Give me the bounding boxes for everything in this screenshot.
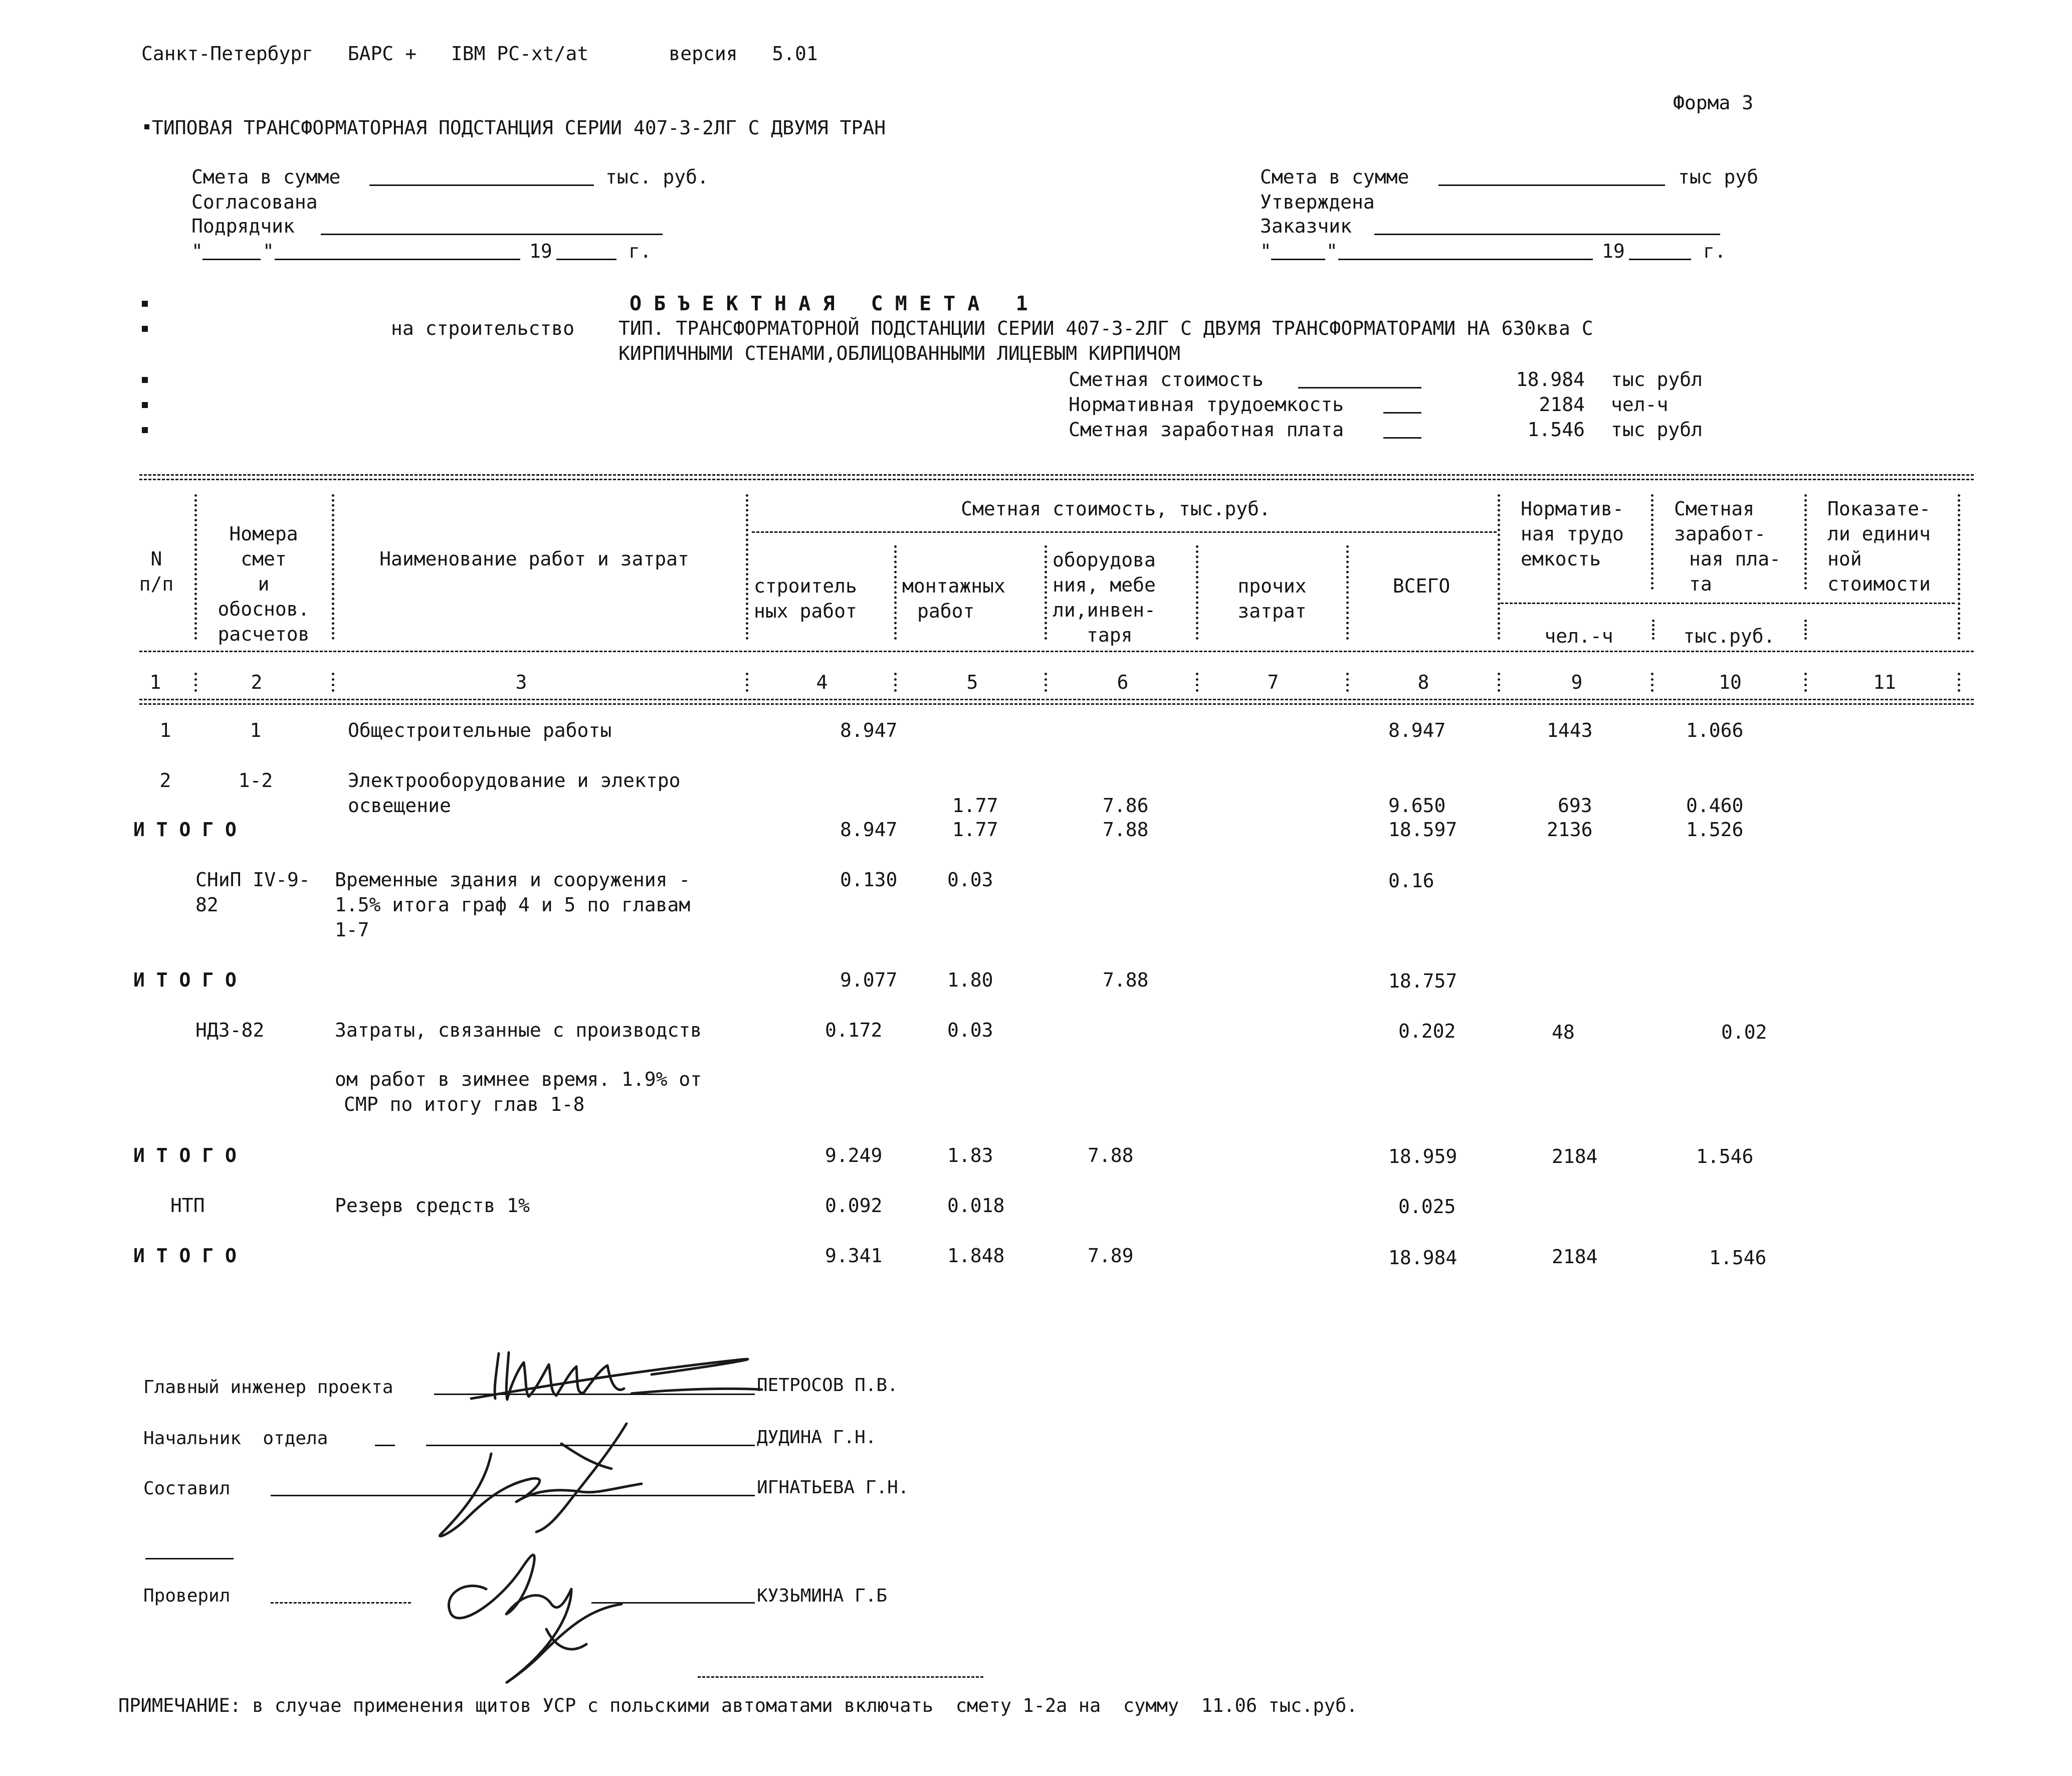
col-separator [1196,545,1198,640]
col-header-labor-line: Норматив- [1521,498,1624,520]
row-name: 1.5% итога граф 4 и 5 по главам [335,894,691,916]
signature-role: Начальник отдела [143,1428,328,1449]
estimate-title: О Б Ъ Е К Т Н А Я С М Е Т А 1 [630,292,1028,315]
col-separator [194,494,197,640]
row-reference: 1-2 [238,769,273,792]
col-header-wage-unit: тыс.руб. [1683,625,1775,647]
cell-construction: 9.249 [825,1144,883,1166]
cell-wage: 1.526 [1686,819,1744,841]
cell-total: 8.947 [1388,719,1446,741]
column-number: 2 [251,671,263,693]
col-header-indicator-line: ной [1827,548,1862,570]
footnote: ПРИМЕЧАНИЕ: в случае применения щитов УСР с польскими автоматами включать смету 1-2а на сумму 11.06 тыс.руб. [118,1695,1358,1716]
approval-right-date-quote-open: " [1260,240,1272,262]
row-name: Временные здания и сооружения - [335,869,691,891]
cell-mounting: 1.80 [947,969,993,991]
cell-total: 0.202 [1398,1020,1456,1042]
estimated-cost-value: 18.984 [1516,368,1585,390]
col-separator [746,673,748,692]
column-number: 7 [1267,671,1279,693]
col-header-indicator-line: Показате- [1827,498,1931,520]
column-number: 5 [966,671,978,693]
cell-total: 9.650 [1388,795,1446,817]
cell-mounting: 1.77 [952,795,998,817]
cell-labor: 48 [1552,1021,1575,1043]
bullet-marker [144,124,149,129]
cell-mounting: 0.03 [947,869,993,891]
approval-left-year-blank [556,259,616,260]
approval-right-sum-label: Смета в сумме [1260,166,1409,188]
cell-equipment: 7.88 [1103,819,1149,841]
cell-construction: 0.130 [840,869,898,891]
cell-construction: 8.947 [840,719,898,741]
cell-total: 0.025 [1398,1196,1456,1218]
col-header-other-line: затрат [1237,600,1307,622]
signature-role: Проверил [143,1586,231,1606]
col-header-numbers-line: Номера [229,523,298,545]
approval-left-party-blank [321,234,663,235]
approval-left-day-blank [202,259,261,260]
handwritten-signature [421,1529,652,1689]
cell-labor: 1443 [1547,719,1593,741]
cell-equipment: 7.88 [1103,969,1149,991]
col-header-name: Наименование работ и затрат [379,548,689,570]
cell-mounting: 1.83 [947,1144,993,1166]
row-name: СМР по итогу глав 1-8 [344,1093,585,1115]
col-separator [1958,673,1960,692]
row-reference: 82 [195,894,219,916]
approval-right-party-blank [1374,234,1720,235]
cell-mounting: 0.03 [947,1019,993,1041]
cell-total: 18.984 [1388,1247,1458,1269]
signature-role: Главный инженер проекта [143,1377,393,1398]
bullet-marker [142,301,148,307]
document-heading: ТИПОВАЯ ТРАНСФОРМАТОРНАЯ ПОДСТАНЦИЯ СЕРИИ 407-3-2ЛГ С ДВУМЯ ТРАН [152,117,886,139]
form-label: Форма 3 [1673,92,1754,114]
normative-labor-value: 2184 [1539,393,1585,416]
col-header-wage-line: заработ- [1674,523,1766,545]
cell-mounting: 1.848 [947,1245,1005,1267]
estimated-cost-blank [1298,387,1421,388]
cell-construction: 0.172 [825,1019,883,1041]
cost-group-rule [752,531,1497,533]
cell-labor: 693 [1558,795,1592,817]
col-separator [1346,673,1349,692]
col-header-numbers-line: обоснов. [218,598,310,620]
signature-line [271,1602,411,1604]
row-number: 1 [159,719,171,741]
bullet-marker [142,402,148,408]
col-header-wage-line: ная пла- [1689,548,1781,570]
col-header-n-line: N [150,548,162,570]
col-separator [1958,494,1960,640]
construction-label: на строительство [391,317,575,339]
col-header-equipment-line: оборудова [1053,549,1156,571]
cell-total: 18.597 [1388,819,1458,841]
cell-labor: 2136 [1547,819,1593,841]
col-separator [332,494,334,640]
col-header-mounting-line: монтажных [902,575,1005,597]
cell-mounting: 0.018 [947,1195,1005,1217]
signature-name: ИГНАТЬЕВА Г.Н. [757,1477,909,1498]
col-separator [1498,673,1500,692]
col-header-wage-line: Сметная [1674,498,1755,520]
cell-construction: 9.341 [825,1245,883,1267]
approval-right-sum-blank [1438,184,1665,186]
col-header-equipment-line: ния, мебе [1053,574,1156,596]
column-number: 10 [1719,671,1742,693]
cell-total: 18.959 [1388,1145,1458,1167]
approval-left-date-quote-close: " [263,240,274,262]
row-number: 2 [159,769,171,792]
col-separator [746,494,748,640]
handwritten-signature [431,1414,692,1544]
cell-wage: 0.460 [1686,795,1744,817]
approval-right-month-blank [1338,259,1593,260]
col-header-cost-group: Сметная стоимость, тыс.руб. [961,498,1271,520]
col-header-labor-line: емкость [1521,548,1601,570]
col-header-labor-unit: чел.-ч [1544,625,1613,647]
approval-left-g: г. [629,240,652,262]
approval-left-party: Подрядчик [191,215,295,237]
col-separator [1804,494,1807,589]
col-header-n-line: п/п [139,573,174,595]
cell-construction: 0.092 [825,1195,883,1217]
cell-construction: 9.077 [840,969,898,991]
approval-left-month-blank [275,259,520,260]
col-header-wage-line: та [1689,573,1712,595]
signature-line [375,1445,395,1446]
construction-text-line-2: КИРПИЧНЫМИ СТЕНАМИ,ОБЛИЦОВАННЫМИ ЛИЦЕВЫМ КИРПИЧОМ [618,342,1181,364]
col-separator [894,545,897,640]
cell-construction: 8.947 [840,819,898,841]
col-header-equipment-line: ли,инвен- [1053,599,1156,621]
bullet-marker [142,326,148,332]
approval-left-year: 19 [529,240,552,262]
cell-total: 0.16 [1388,870,1434,892]
estimated-cost-unit: тыс рубл [1611,368,1703,390]
column-number: 6 [1117,671,1129,693]
cell-labor: 2184 [1552,1145,1598,1167]
row-name: Общестроительные работы [348,719,612,741]
bullet-marker [142,377,148,383]
col-separator [332,673,334,692]
col-separator [1196,673,1198,692]
row-name: Резерв средств 1% [335,1195,530,1217]
column-number: 3 [515,671,527,693]
cell-mounting: 1.77 [952,819,998,841]
signature-name: ДУДИНА Г.Н. [757,1427,877,1448]
row-reference: СНиП IV-9- [195,869,310,891]
cell-wage: 1.546 [1696,1145,1754,1167]
signature-name: КУЗЬМИНА Г.Б [757,1586,888,1606]
col-header-numbers-line: смет [241,548,287,570]
row-reference: НТП [170,1195,205,1217]
col-separator [1652,620,1654,640]
normative-labor-label: Нормативная трудоемкость [1069,393,1344,416]
approval-left-sum-unit: тыс. руб. [605,166,709,188]
cell-labor: 2184 [1552,1246,1598,1268]
row-name: ом работ в зимнее время. 1.9% от [335,1068,702,1090]
signature-name: ПЕТРОСОВ П.В. [757,1375,898,1396]
col-header-numbers-line: расчетов [218,623,310,645]
subtotal-label: И Т О Г О [133,1144,237,1166]
system-info-line: Санкт-Петербург БАРС + IBM PC-xt/at версия 5.01 [141,43,818,65]
estimated-wage-blank [1383,437,1421,439]
subtotal-label: И Т О Г О [133,969,237,991]
estimated-cost-label: Сметная стоимость [1069,368,1264,390]
approval-right-date-quote-close: " [1326,240,1338,262]
subtotal-label: И Т О Г О [133,1245,237,1267]
row-reference: 1 [250,719,262,741]
cell-equipment: 7.88 [1088,1144,1134,1166]
col-separator [1045,673,1047,692]
col-separator [194,673,197,692]
col-header-indicator-line: ли единич [1827,523,1931,545]
estimated-wage-unit: тыс рубл [1611,419,1703,441]
approval-right-sum-unit: тыс руб [1678,166,1759,188]
cell-total: 18.757 [1388,970,1458,992]
separator-line [698,1676,983,1678]
approval-left-date-quote-open: " [191,240,203,262]
separator-line [145,1558,234,1559]
cell-wage: 1.066 [1686,719,1744,741]
col-header-construction-line: строитель [754,575,857,597]
approval-left-sum-blank [369,184,594,186]
col-separator [1346,545,1349,640]
column-number: 11 [1873,671,1896,693]
approval-right-g: г. [1703,240,1726,262]
col-separator [1804,673,1807,692]
construction-text-line-1: ТИП. ТРАНСФОРМАТОРНОЙ ПОДСТАНЦИИ СЕРИИ 407-3-2ЛГ С ДВУМЯ ТРАНСФОРМАТОРАМИ НА 630ква С [618,317,1593,339]
estimated-wage-value: 1.546 [1527,419,1585,441]
approval-right-status: Утверждена [1260,191,1375,213]
col-separator [1651,494,1653,589]
column-number: 4 [816,671,828,693]
header-bottom-rule [139,651,1974,652]
normative-labor-unit: чел-ч [1611,393,1669,416]
col-header-labor-line: ная трудо [1521,523,1624,545]
table-top-rule [139,474,1974,480]
row-name: Электрооборудование и электро [348,769,681,792]
estimated-wage-label: Сметная заработная плата [1069,419,1344,441]
col-separator [894,673,897,692]
cell-wage: 1.546 [1709,1247,1767,1269]
approval-left-status: Согласована [191,191,318,213]
approval-right-year: 19 [1602,240,1625,262]
row-name: 1-7 [335,919,369,941]
col-separator [1804,620,1807,640]
column-number: 1 [149,671,161,693]
normative-labor-blank [1383,412,1421,414]
col-separator [1651,673,1653,692]
column-number: 9 [1571,671,1583,693]
col-separator [1498,494,1500,640]
cell-equipment: 7.89 [1088,1245,1134,1267]
col-header-other-line: прочих [1237,575,1307,597]
col-header-indicator-line: стоимости [1827,573,1931,595]
approval-right-day-blank [1271,259,1325,260]
subtotal-label: И Т О Г О [133,819,237,841]
cell-equipment: 7.86 [1103,795,1149,817]
column-numbers-rule [139,699,1974,705]
col-header-construction-line: ных работ [754,600,857,622]
col-header-numbers-line: и [258,573,270,595]
approval-right-party: Заказчик [1260,215,1352,237]
col-header-equipment-line: таря [1087,624,1133,646]
approval-left-sum-label: Смета в сумме [191,166,341,188]
column-number: 8 [1417,671,1429,693]
col-header-total: ВСЕГО [1392,575,1451,597]
col-separator [1045,545,1047,640]
cell-wage: 0.02 [1721,1021,1767,1043]
row-name: Затраты, связанные с производств [335,1019,702,1041]
row-name: освещение [348,795,451,817]
row-reference: НДЗ-82 [195,1019,265,1041]
units-rule [1501,603,1955,604]
bullet-marker [142,427,148,433]
approval-right-year-blank [1629,259,1691,260]
col-header-mounting-line: работ [917,600,975,622]
signature-role: Составил [143,1478,231,1499]
